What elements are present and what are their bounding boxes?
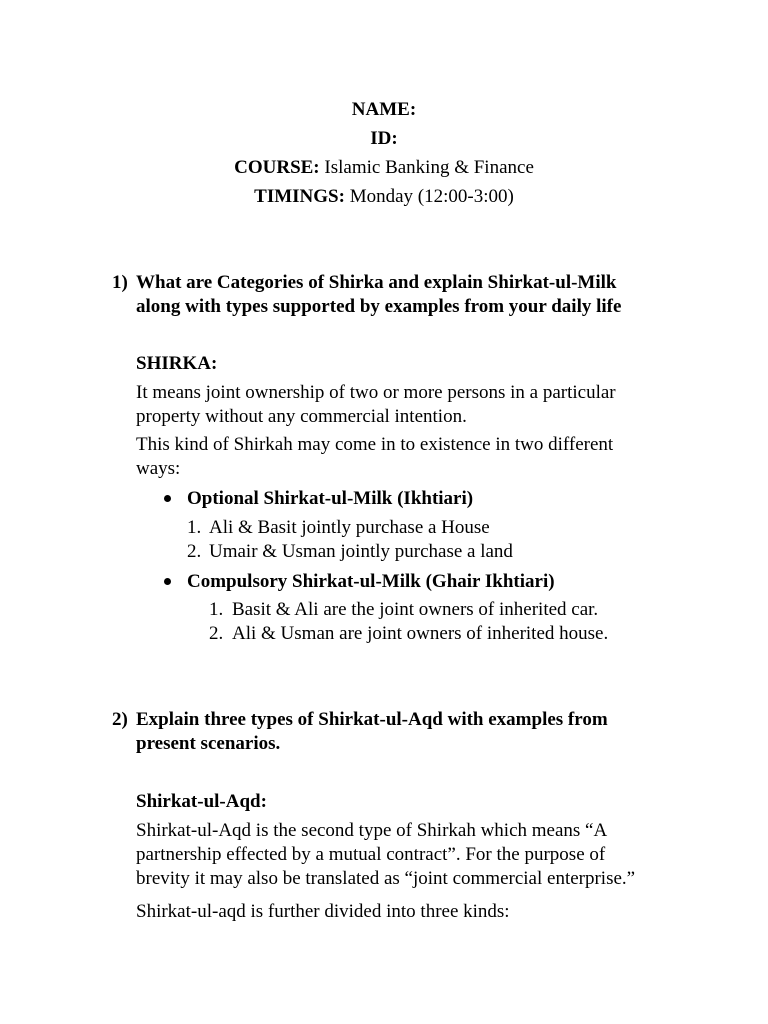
aqd-para-1-line-3: brevity it may also be translated as “joint commercial enterprise.” [136, 868, 636, 889]
question-1-line-1: What are Categories of Shirka and explain Shirkat-ul-Milk [136, 272, 617, 293]
timings-line [0, 185, 768, 209]
name-label: NAME: [351, 99, 417, 120]
shirkat-ul-aqd-heading: Shirkat-ul-Aqd: [136, 791, 267, 812]
question-2-number: 2) [112, 709, 128, 730]
shirka-heading: SHIRKA: [136, 353, 218, 374]
optional-item-1: Ali & Basit jointly purchase a House [209, 517, 490, 538]
shirka-para-1-line-1: It means joint ownership of two or more persons in a particular [136, 382, 616, 403]
bullet-icon [164, 578, 171, 585]
compulsory-shirkat-heading: Compulsory Shirkat-ul-Milk (Ghair Ikhtiari) [187, 571, 555, 592]
compulsory-item-1: Basit & Ali are the joint owners of inherited car. [232, 599, 599, 620]
question-2-line-1: Explain three types of Shirkat-ul-Aqd with examples from [136, 709, 608, 730]
timings-value: Monday (12:00-3:00) [344, 186, 514, 207]
compulsory-item-2-number: 2. [209, 623, 224, 644]
question-2-line-2: present scenarios. [136, 733, 281, 754]
timings-label: TIMINGS: [254, 186, 345, 207]
question-1-line-2: along with types supported by examples from your daily life [136, 296, 622, 317]
optional-item-2-number: 2. [187, 541, 202, 562]
id-label: ID: [370, 128, 398, 149]
compulsory-item-1-number: 1. [209, 599, 224, 620]
optional-item-2: Umair & Usman jointly purchase a land [209, 541, 513, 562]
shirka-para-2-line-1: This kind of Shirkah may come in to existence in two different [136, 434, 614, 455]
optional-shirkat-heading: Optional Shirkat-ul-Milk (Ikhtiari) [187, 488, 474, 509]
bullet-icon [164, 495, 171, 502]
course-value: Islamic Banking & Finance [319, 157, 534, 178]
shirka-para-1-line-2: property without any commercial intention. [136, 406, 467, 427]
question-1-number: 1) [112, 272, 128, 293]
compulsory-item-2: Ali & Usman are joint owners of inherited house. [232, 623, 609, 644]
course-label: COURSE: [234, 157, 320, 178]
aqd-para-1-line-2: partnership effected by a mutual contract”. For the purpose of [136, 844, 606, 865]
shirka-para-2-line-2: ways: [136, 458, 181, 479]
course-line [0, 156, 768, 180]
aqd-para-2: Shirkat-ul-aqd is further divided into three kinds: [136, 901, 510, 922]
aqd-para-1-line-1: Shirkat-ul-Aqd is the second type of Shirkah which means “A [136, 820, 608, 841]
optional-item-1-number: 1. [187, 517, 202, 538]
